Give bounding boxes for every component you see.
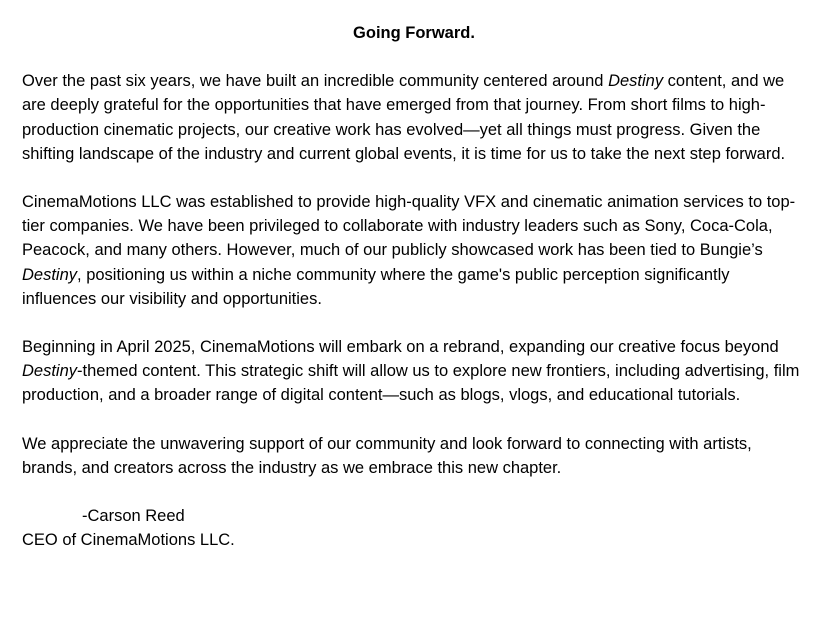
paragraph-history-text-a: Over the past six years, we have built an incredible community centered around bbox=[22, 72, 609, 91]
signature-role: CEO of CinemaMotions LLC. bbox=[22, 531, 235, 550]
paragraph-history-text-b: content, and we are deeply grateful for the opportunities that have emerged from that journey. From short films to high-production cinematic projects, our creative work has evolved—yet all things must progress. Given the shifting landscape of the industry and current global events, it is time for us to take the next step forward. bbox=[22, 72, 786, 163]
paragraph-company-emphasis: Destiny bbox=[22, 265, 78, 284]
paragraph-history-emphasis: Destiny bbox=[608, 72, 664, 91]
paragraph-company bbox=[22, 190, 806, 311]
paragraph-company-text-a: CinemaMotions LLC was established to provide high-quality VFX and cinematic animation services to top-tier companies. We have been privileged to collaborate with industry leaders such as Sony, Coca-Cola, Peacock, and many others. However, much of our publicly showcased work has been tied to Bungie’s bbox=[22, 193, 796, 260]
paragraph-rebrand bbox=[22, 335, 806, 408]
paragraph-rebrand-text-b: -themed content. This strategic shift will allow us to explore new frontiers, including advertising, film production, and a broader range of digital content—such as blogs, vlogs, and educational tutorials. bbox=[22, 362, 800, 405]
paragraph-company-text-b: , positioning us within a niche community where the game's public perception significantly influences our visibility and opportunities. bbox=[22, 265, 730, 308]
paragraph-closing: We appreciate the unwavering support of our community and look forward to connecting with artists, brands, and creators across the industry as we embrace this new chapter. bbox=[22, 434, 752, 477]
paragraph-history bbox=[22, 69, 806, 166]
paragraph-rebrand-emphasis: Destiny bbox=[22, 362, 78, 381]
signature-name: -Carson Reed bbox=[82, 507, 185, 526]
paragraph-rebrand-text-a: Beginning in April 2025, CinemaMotions will embark on a rebrand, expanding our creative focus beyond bbox=[22, 338, 779, 357]
document-title: Going Forward. bbox=[353, 24, 475, 42]
